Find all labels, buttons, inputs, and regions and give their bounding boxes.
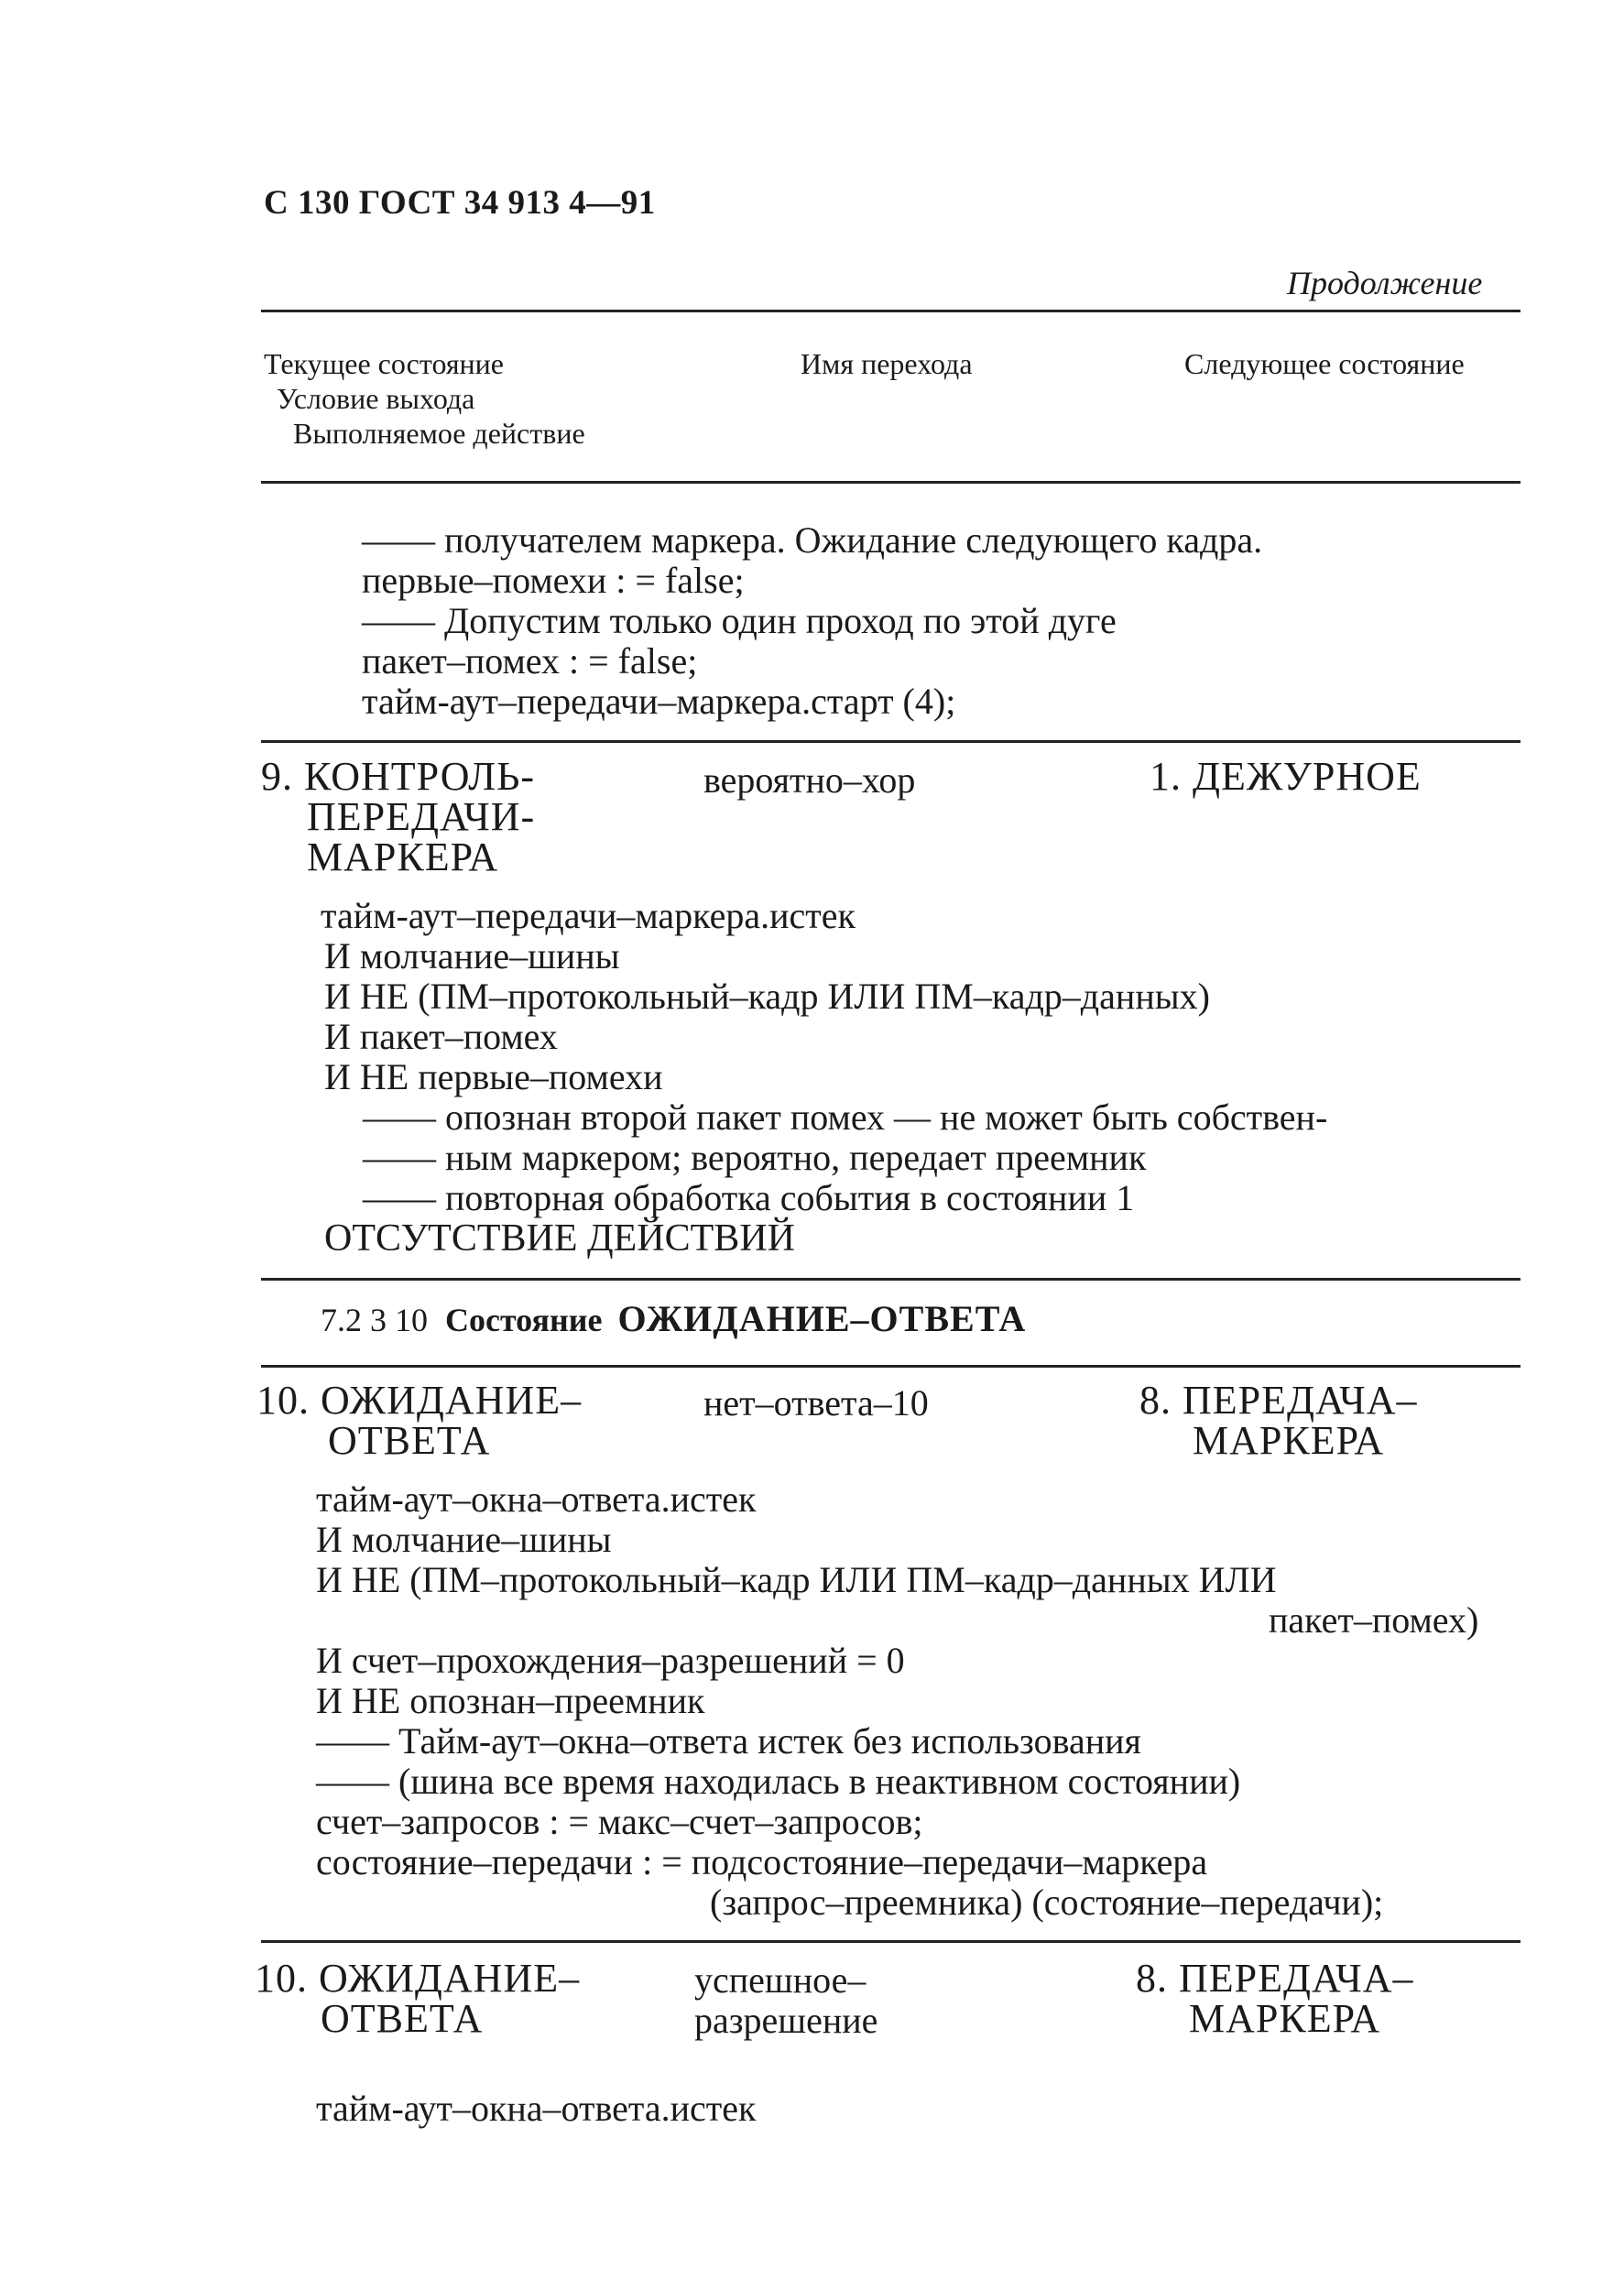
condition-line: тайм-аут–передачи–маркера.истек [321, 895, 856, 936]
condition-block-9 [321, 896, 1327, 1259]
next-line: МАРКЕРА [1193, 1418, 1385, 1463]
col-current-state: Текущее состояние [264, 347, 504, 380]
next-state-10a [1139, 1380, 1417, 1461]
action-line: пакет–помех : = false; [362, 640, 698, 682]
transition-name-line: успешное– [694, 1959, 866, 2001]
section-heading [321, 1297, 1026, 1340]
condition-block-10b [316, 2089, 756, 2129]
next-state-10b [1136, 1958, 1413, 2039]
top-action-block [362, 520, 1262, 722]
continuation-label: Продолжение [1287, 265, 1483, 301]
condition-line: И НЕ (ПМ–протокольный–кадр ИЛИ ПМ–кадр–данных ИЛИ [316, 1559, 1277, 1600]
column-head-state [264, 346, 585, 451]
comment-line: —— опознан второй пакет помех — не может быть собствен- [363, 1096, 1328, 1138]
transition-name-line: разрешение [694, 2000, 878, 2041]
state-line: 10. ОЖИДАНИЕ– [256, 1378, 583, 1423]
action-line: —— Допустим только один проход по этой дуге [362, 600, 1117, 641]
action-line: состояние–передачи : = подсостояние–передачи–маркера [316, 1841, 1208, 1882]
row-rule [261, 740, 1520, 743]
transition-name-9: вероятно–хор [703, 759, 916, 801]
col-transition-name: Имя перехода [801, 347, 973, 380]
action-line: тайм-аут–передачи–маркера.старт (4); [362, 681, 956, 722]
state-10b [255, 1958, 580, 2039]
condition-line: И НЕ (ПМ–протокольный–кадр ИЛИ ПМ–кадр–данных) [324, 976, 1210, 1017]
section-label: Состояние [445, 1302, 603, 1338]
next-line: МАРКЕРА [1189, 1996, 1381, 2041]
table-top-rule [261, 310, 1520, 312]
comment-line: —— повторная обработка события в состоянии 1 [363, 1177, 1135, 1218]
section-state-name: ОЖИДАНИЕ–ОТВЕТА [617, 1298, 1027, 1339]
condition-line: И НЕ первые–помехи [324, 1056, 663, 1097]
condition-block-10a [316, 1479, 1478, 1923]
state-line: ОТВЕТА [321, 1996, 484, 2041]
row-rule [261, 1940, 1520, 1943]
next-line: 8. ПЕРЕДАЧА– [1139, 1378, 1418, 1423]
state-line: ПЕРЕДАЧИ- [307, 794, 536, 839]
state-9 [261, 754, 536, 879]
condition-line: И пакет–помех [324, 1016, 558, 1057]
state-line: МАРКЕРА [307, 835, 499, 879]
state-line: 10. ОЖИДАНИЕ– [255, 1956, 581, 2001]
col-action: Выполняемое действие [293, 417, 585, 450]
action-line: ОТСУТСТВИЕ ДЕЙСТВИЙ [324, 1217, 795, 1260]
next-line: 8. ПЕРЕДАЧА– [1136, 1956, 1414, 2001]
condition-line: пакет–помех) [1269, 1599, 1479, 1641]
row-rule [261, 1278, 1520, 1281]
transition-name-10b [694, 1960, 877, 2041]
condition-line: И молчание–шины [324, 935, 620, 976]
section-number: 7.2 3 10 [321, 1302, 428, 1338]
condition-line: тайм-аут–окна–ответа.истек [316, 2088, 757, 2129]
comment-line: —— Тайм-аут–окна–ответа истек без использования [316, 1720, 1141, 1762]
action-line: первые–помехи : = false; [362, 560, 745, 601]
action-line: счет–запросов : = макс–счет–запросов; [316, 1801, 923, 1842]
condition-line: И НЕ опознан–преемник [316, 1680, 705, 1721]
state-line: 9. КОНТРОЛЬ- [261, 754, 536, 799]
condition-line: И молчание–шины [316, 1519, 612, 1560]
row-rule [261, 1365, 1520, 1368]
comment-line: —— ным маркером; вероятно, передает преемник [363, 1137, 1147, 1178]
state-line: ОТВЕТА [328, 1418, 491, 1463]
condition-line: тайм-аут–окна–ответа.истек [316, 1478, 757, 1520]
column-head-rule [261, 481, 1520, 484]
action-line: —— получателем маркера. Ожидание следующего кадра. [362, 519, 1263, 561]
next-state-9: 1. ДЕЖУРНОЕ [1150, 754, 1422, 799]
action-line: (запрос–преемника) (состояние–передачи); [710, 1882, 1384, 1923]
state-10a [256, 1380, 582, 1461]
transition-name-10a: нет–ответа–10 [703, 1382, 929, 1424]
comment-line: —— (шина все время находилась в неактивном состоянии) [316, 1761, 1241, 1802]
page-header: С 130 ГОСТ 34 913 4—91 [264, 184, 656, 222]
col-next-state: Следующее состояние [1184, 347, 1465, 380]
col-exit-condition: Условие выхода [277, 382, 475, 415]
condition-line: И счет–прохождения–разрешений = 0 [316, 1640, 905, 1681]
